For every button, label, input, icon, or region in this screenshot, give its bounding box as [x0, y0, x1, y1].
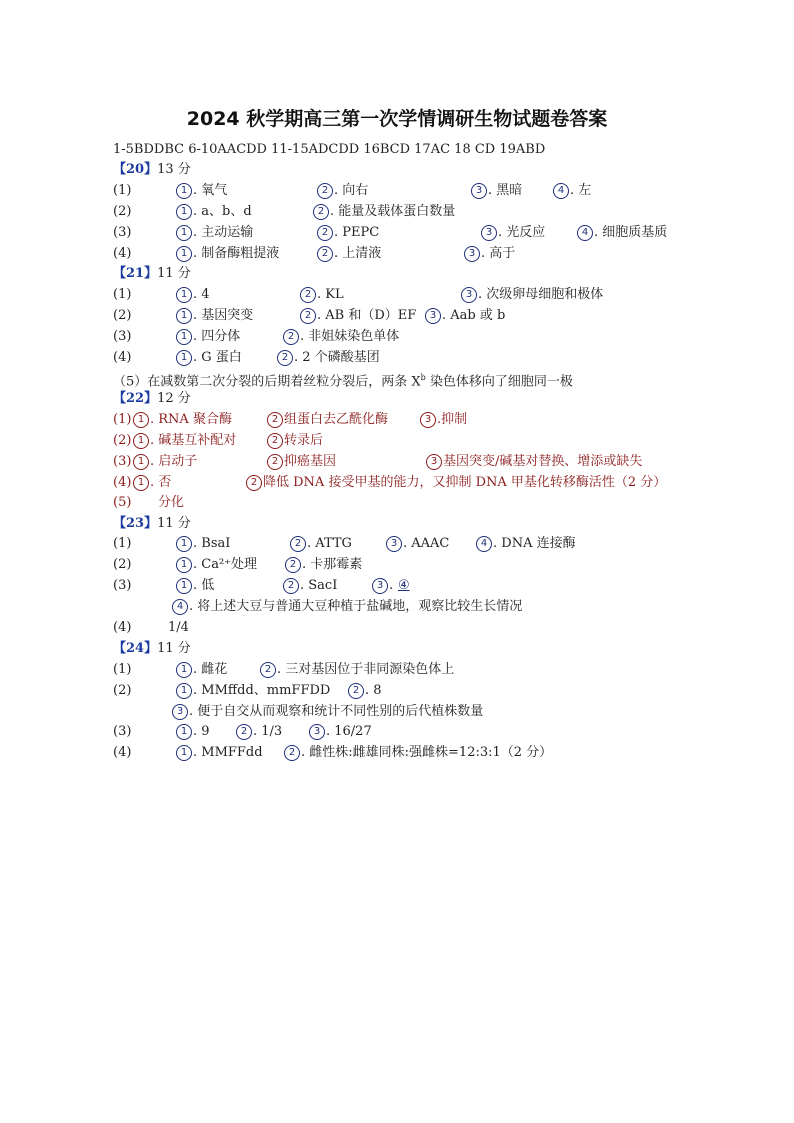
circled-number: 4: [553, 183, 569, 199]
circled-number: 2: [317, 225, 333, 241]
answer-item: 2 . 雌性株:雌雄同株:强雌株=12:3:1（2 分）: [284, 744, 552, 762]
circled-number: 1: [176, 683, 192, 699]
circled-number: 2: [283, 578, 299, 594]
circled-number: 1: [176, 204, 192, 220]
answer-item: 1 . G 蛋白: [176, 349, 242, 367]
choice-answers: 1-5BDDBC 6-10AACDD 11-15ADCDD 16BCD 17AC 18 CD 19ABD: [113, 142, 546, 157]
circled-number: 4: [172, 599, 188, 615]
circled-number: 1: [176, 724, 192, 740]
circled-number: 2: [284, 745, 300, 761]
answer-item: 3 . 光反应: [481, 224, 545, 242]
answer-item: 4 . 细胞质基质: [577, 224, 667, 242]
answer-item: 1 . BsaI: [176, 535, 230, 553]
circled-number: 2: [285, 557, 301, 573]
sub-question-label: (3): [113, 454, 132, 469]
sub-question-label: (2): [113, 683, 132, 698]
circled-number: 3: [461, 287, 477, 303]
question-number: 22: [126, 391, 145, 406]
circled-number: 2: [267, 433, 283, 449]
sub-question-label: (5): [113, 495, 132, 510]
circled-number: 3: [471, 183, 487, 199]
circled-number: 1: [176, 578, 192, 594]
answer-item: 2 转录后: [267, 432, 323, 450]
circled-number: 2: [260, 662, 276, 678]
question-number: 23: [126, 516, 145, 531]
answer-item: 2 . 向右: [317, 182, 368, 200]
answer-underlined: ④: [398, 578, 410, 593]
sub-question-label: (1): [113, 412, 132, 427]
circled-number: 1: [176, 308, 192, 324]
answer-item: 1 . RNA 聚合酶: [133, 411, 232, 429]
sub-question-label: (2): [113, 433, 132, 448]
question-header: 【23】11 分: [113, 516, 191, 531]
circled-number: 2: [236, 724, 252, 740]
circled-number: 2: [348, 683, 364, 699]
circled-number: 1: [133, 454, 149, 470]
sub-question-label: (4): [113, 745, 132, 760]
answer-item: 3 . 高于: [464, 245, 515, 263]
circled-number: 1: [176, 329, 192, 345]
answer-item: 2 . 非姐妹染色单体: [283, 328, 399, 346]
sub-question-label: (4): [113, 246, 132, 261]
answer-item: 1 . Ca²⁺处理: [176, 556, 257, 574]
circled-number: 3: [309, 724, 325, 740]
answer-item: 1 . 低: [176, 577, 214, 595]
sub-question-label: (1): [113, 183, 132, 198]
circled-number: 2: [317, 183, 333, 199]
answer-item: 2 . 三对基因位于非同源染色体上: [260, 661, 454, 679]
answer-text: 1/4: [168, 620, 189, 635]
answer-item: 2 降低 DNA 接受甲基的能力，又抑制 DNA 甲基化转移酶活性（2 分）: [246, 474, 666, 492]
circled-number: 2: [317, 246, 333, 262]
circled-number: 2: [246, 475, 262, 491]
circled-number: 2: [283, 329, 299, 345]
circled-number: 2: [277, 350, 293, 366]
answer-item: 1 . 氧气: [176, 182, 227, 200]
sub-question-note: （5）在减数第二次分裂的后期着丝粒分裂后，两条 $X^b$ 染色体移向了细胞同一极: [113, 373, 573, 390]
page-title: 2024 秋学期高三第一次学情调研生物试题卷答案: [186, 108, 608, 130]
sub-question-label: (1): [113, 536, 132, 551]
answer-item: 1 . 4: [176, 286, 210, 304]
sub-question-label: (1): [113, 287, 132, 302]
answer-item: 4 . 将上述大豆与普通大豆种植于盐碱地，观察比较生长情况: [172, 598, 522, 616]
answer-item: 1 . 主动运输: [176, 224, 253, 242]
answer-item: 1 . 启动子: [133, 453, 197, 471]
circled-number: 1: [176, 662, 192, 678]
circled-number: 1: [176, 246, 192, 262]
question-score: 12 分: [157, 391, 191, 406]
answer-item: 3 . AAAC: [386, 535, 449, 553]
circled-number: 3: [372, 578, 388, 594]
answer-item: 2 . KL: [300, 286, 344, 304]
circled-number: 3: [481, 225, 497, 241]
answer-item: 1 . a、b、d: [176, 203, 252, 221]
answer-item: 1 . 9: [176, 723, 210, 741]
circled-number: 1: [176, 557, 192, 573]
question-score: 11 分: [157, 516, 191, 531]
answer-item: 3 . 次级卵母细胞和极体: [461, 286, 603, 304]
sub-question-label: (3): [113, 724, 132, 739]
answer-item: 3 . 便于自交从而观察和统计不同性别的后代植株数量: [172, 703, 483, 721]
sub-question-label: (3): [113, 225, 132, 240]
question-score: 11 分: [157, 641, 191, 656]
question-number: 20: [126, 162, 145, 177]
circled-number: 2: [313, 204, 329, 220]
sub-question-label: (1): [113, 662, 132, 677]
circled-number: 3: [420, 412, 436, 428]
sub-question-label: (4): [113, 620, 132, 635]
circled-number: 4: [577, 225, 593, 241]
answer-item: 2 . 卡那霉素: [285, 556, 362, 574]
answer-text: 分化: [158, 495, 185, 510]
circled-number: 1: [133, 412, 149, 428]
question-header: 【24】11 分: [113, 641, 191, 656]
answer-item: 2 . AB 和（D）EF: [300, 307, 416, 325]
answer-item: 3 .: [372, 577, 393, 595]
answer-item: 3 .抑制: [420, 411, 467, 429]
answer-item: 1 . 碱基互补配对: [133, 432, 236, 450]
answer-item: 3 基因突变/碱基对替换、增添或缺失: [426, 453, 642, 471]
sub-question-label: (2): [113, 204, 132, 219]
question-score: 13 分: [157, 162, 191, 177]
circled-number: 2: [267, 412, 283, 428]
answer-item: 2 . ATTG: [290, 535, 352, 553]
answer-item: 1 . MMFFdd: [176, 744, 263, 762]
answer-item: 2 . 8: [348, 682, 382, 700]
circled-number: 1: [133, 475, 149, 491]
answer-item: 1 . 基因突变: [176, 307, 253, 325]
question-header: 【21】11 分: [113, 266, 191, 281]
circled-number: 4: [476, 536, 492, 552]
circled-number: 2: [290, 536, 306, 552]
answer-item: 2 抑癌基因: [267, 453, 336, 471]
circled-number: 3: [426, 454, 442, 470]
answer-item: 2 . PEPC: [317, 224, 379, 242]
question-header: 【20】13 分: [113, 162, 191, 177]
answer-item: 2 . 2 个磷酸基团: [277, 349, 380, 367]
circled-number: 3: [172, 704, 188, 720]
answer-item: 2 . 上清液: [317, 245, 381, 263]
circled-number: 3: [425, 308, 441, 324]
circled-number: 1: [176, 350, 192, 366]
circled-number: 1: [176, 745, 192, 761]
answer-item: 1 . 雌花: [176, 661, 227, 679]
sub-question-label: (2): [113, 308, 132, 323]
answer-item: 2 . 能量及载体蛋白数量: [313, 203, 455, 221]
question-number: 21: [126, 266, 145, 281]
answer-item: 4 . 左: [553, 182, 591, 200]
circled-number: 3: [386, 536, 402, 552]
circled-number: 1: [133, 433, 149, 449]
circled-number: 2: [300, 308, 316, 324]
answer-item: 4 . DNA 连接酶: [476, 535, 576, 553]
answer-item: 2 . SacI: [283, 577, 337, 595]
sub-question-label: (2): [113, 557, 132, 572]
circled-number: 1: [176, 183, 192, 199]
question-number: 24: [126, 641, 145, 656]
answer-item: 1 . 制备酶粗提液: [176, 245, 279, 263]
answer-item: 1 . MMffdd、mmFFDD: [176, 682, 330, 700]
circled-number: 3: [464, 246, 480, 262]
answer-item: 3 . 黑暗: [471, 182, 522, 200]
question-header: 【22】12 分: [113, 391, 191, 406]
answer-item: 2 . 1/3: [236, 723, 282, 741]
circled-number: 2: [300, 287, 316, 303]
answer-item: 2 组蛋白去乙酰化酶: [267, 411, 388, 429]
sub-question-label: (3): [113, 329, 132, 344]
circled-number: 1: [176, 287, 192, 303]
answer-item: 3 . Aab 或 b: [425, 307, 505, 325]
circled-number: 1: [176, 225, 192, 241]
sub-question-label: (4): [113, 475, 132, 490]
circled-number: 2: [267, 454, 283, 470]
question-score: 11 分: [157, 266, 191, 281]
answer-item: 1 . 四分体: [176, 328, 240, 346]
answer-item: 1 . 否: [133, 474, 171, 492]
sub-question-label: (4): [113, 350, 132, 365]
answer-item: 3 . 16/27: [309, 723, 372, 741]
circled-number: 1: [176, 536, 192, 552]
sub-question-label: (3): [113, 578, 132, 593]
